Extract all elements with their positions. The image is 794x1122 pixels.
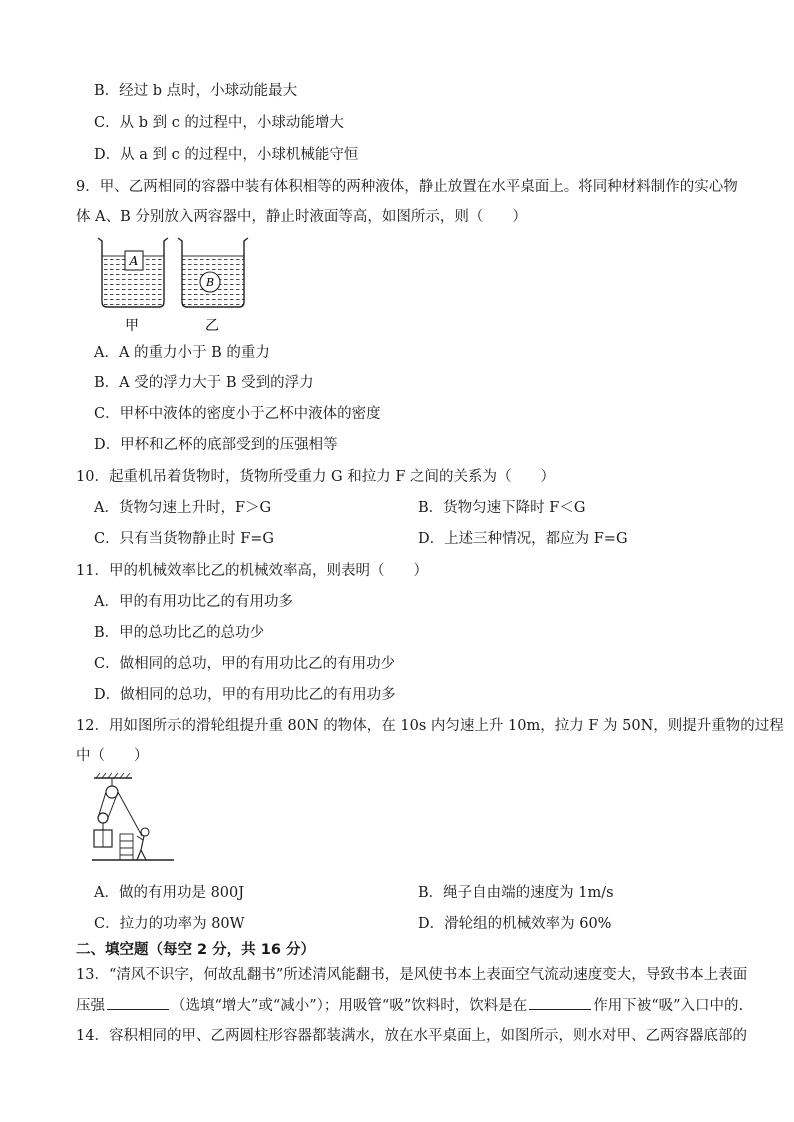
q11-option-c: C．做相同的总功，甲的有用功比乙的有用功少: [94, 656, 396, 672]
q13-text-c: 作用下被“吸”入口中的.: [593, 998, 744, 1014]
q8-option-c: C．从 b 到 c 的过程中，小球动能增大: [94, 115, 344, 131]
q12-stem-line1: 12．用如图所示的滑轮组提升重 80N 的物体，在 10s 内匀速上升 10m，拉力 F 为 50N，则提升重物的过程: [76, 718, 784, 734]
q13-line1: 13．“清风不识字，何故乱翻书”所述清风能翻书，是风使书本上表面空气流动速度变大，导致书本上表面: [76, 967, 748, 983]
q11-option-a: A．甲的有用功比乙的有用功多: [94, 594, 293, 610]
q8-option-b: B．经过 b 点时，小球动能最大: [94, 83, 298, 99]
q13-line2: [76, 995, 743, 1016]
label-jia: 甲: [125, 318, 139, 334]
q10-option-a: A．货物匀速上升时，F＞G: [94, 500, 272, 516]
q9-beakers-figure: [92, 232, 262, 342]
beaker-jia: [98, 238, 168, 307]
q10-option-c: C．只有当货物静止时 F=G: [94, 531, 274, 547]
q13-text-a: 压强: [76, 998, 105, 1014]
q10-option-b: B．货物匀速下降时 F＜G: [418, 500, 586, 516]
q9-option-b: B．A 受的浮力大于 B 受到的浮力: [94, 375, 314, 391]
q13-text-b: （选填“增大”或“减小”）；用吸管“吸”饮料时，饮料是在: [171, 998, 528, 1014]
block-a-label: A: [129, 254, 139, 268]
ball-b-label: B: [205, 276, 215, 289]
q11-option-d: D．做相同的总功，甲的有用功比乙的有用功多: [94, 687, 396, 703]
q12-option-b: B．绳子自由端的速度为 1m/s: [418, 885, 614, 901]
section-2-title: 二、填空题（每空 2 分，共 16 分）: [76, 942, 315, 958]
q13-blank-2[interactable]: [529, 995, 591, 1010]
q12-option-a: A．做的有用功是 800J: [94, 885, 245, 901]
q12-stem-line2: 中（ ）: [76, 748, 149, 764]
q12-option-d: D．滑轮组的机械效率为 60%: [418, 916, 612, 932]
q10-option-d: D．上述三种情况，都应为 F=G: [418, 531, 628, 547]
q9-option-c: C．甲杯中液体的密度小于乙杯中液体的密度: [94, 406, 381, 422]
q10-stem: 10．起重机吊着货物时，货物所受重力 G 和拉力 F 之间的关系为（ ）: [76, 469, 556, 485]
q12-pulley-figure: [90, 772, 180, 862]
q12-option-c: C．拉力的功率为 80W: [94, 916, 245, 932]
q9-stem-line1: 9．甲、乙两相同的容器中装有体积相等的两种液体，静止放置在水平桌面上。将同种材料制作的实心物: [76, 179, 738, 195]
q9-option-a: A．A 的重力小于 B 的重力: [94, 345, 270, 361]
q13-blank-1[interactable]: [107, 995, 169, 1010]
q9-option-d: D．甲杯和乙杯的底部受到的压强相等: [94, 437, 338, 453]
label-yi: 乙: [205, 318, 219, 334]
q14-line1: 14．容积相同的甲、乙两圆柱形容器都装满水，放在水平桌面上，如图所示，则水对甲、乙两容器底部的: [76, 1028, 747, 1044]
q11-stem: 11．甲的机械效率比乙的机械效率高，则表明（ ）: [76, 563, 428, 579]
q8-option-d: D．从 a 到 c 的过程中，小球机械能守恒: [94, 147, 359, 163]
q11-option-b: B．甲的总功比乙的总功少: [94, 625, 265, 641]
beaker-yi: [178, 238, 248, 307]
q9-stem-line2: 体 A、B 分别放入两容器中，静止时液面等高，如图所示，则（ ）: [76, 209, 527, 225]
